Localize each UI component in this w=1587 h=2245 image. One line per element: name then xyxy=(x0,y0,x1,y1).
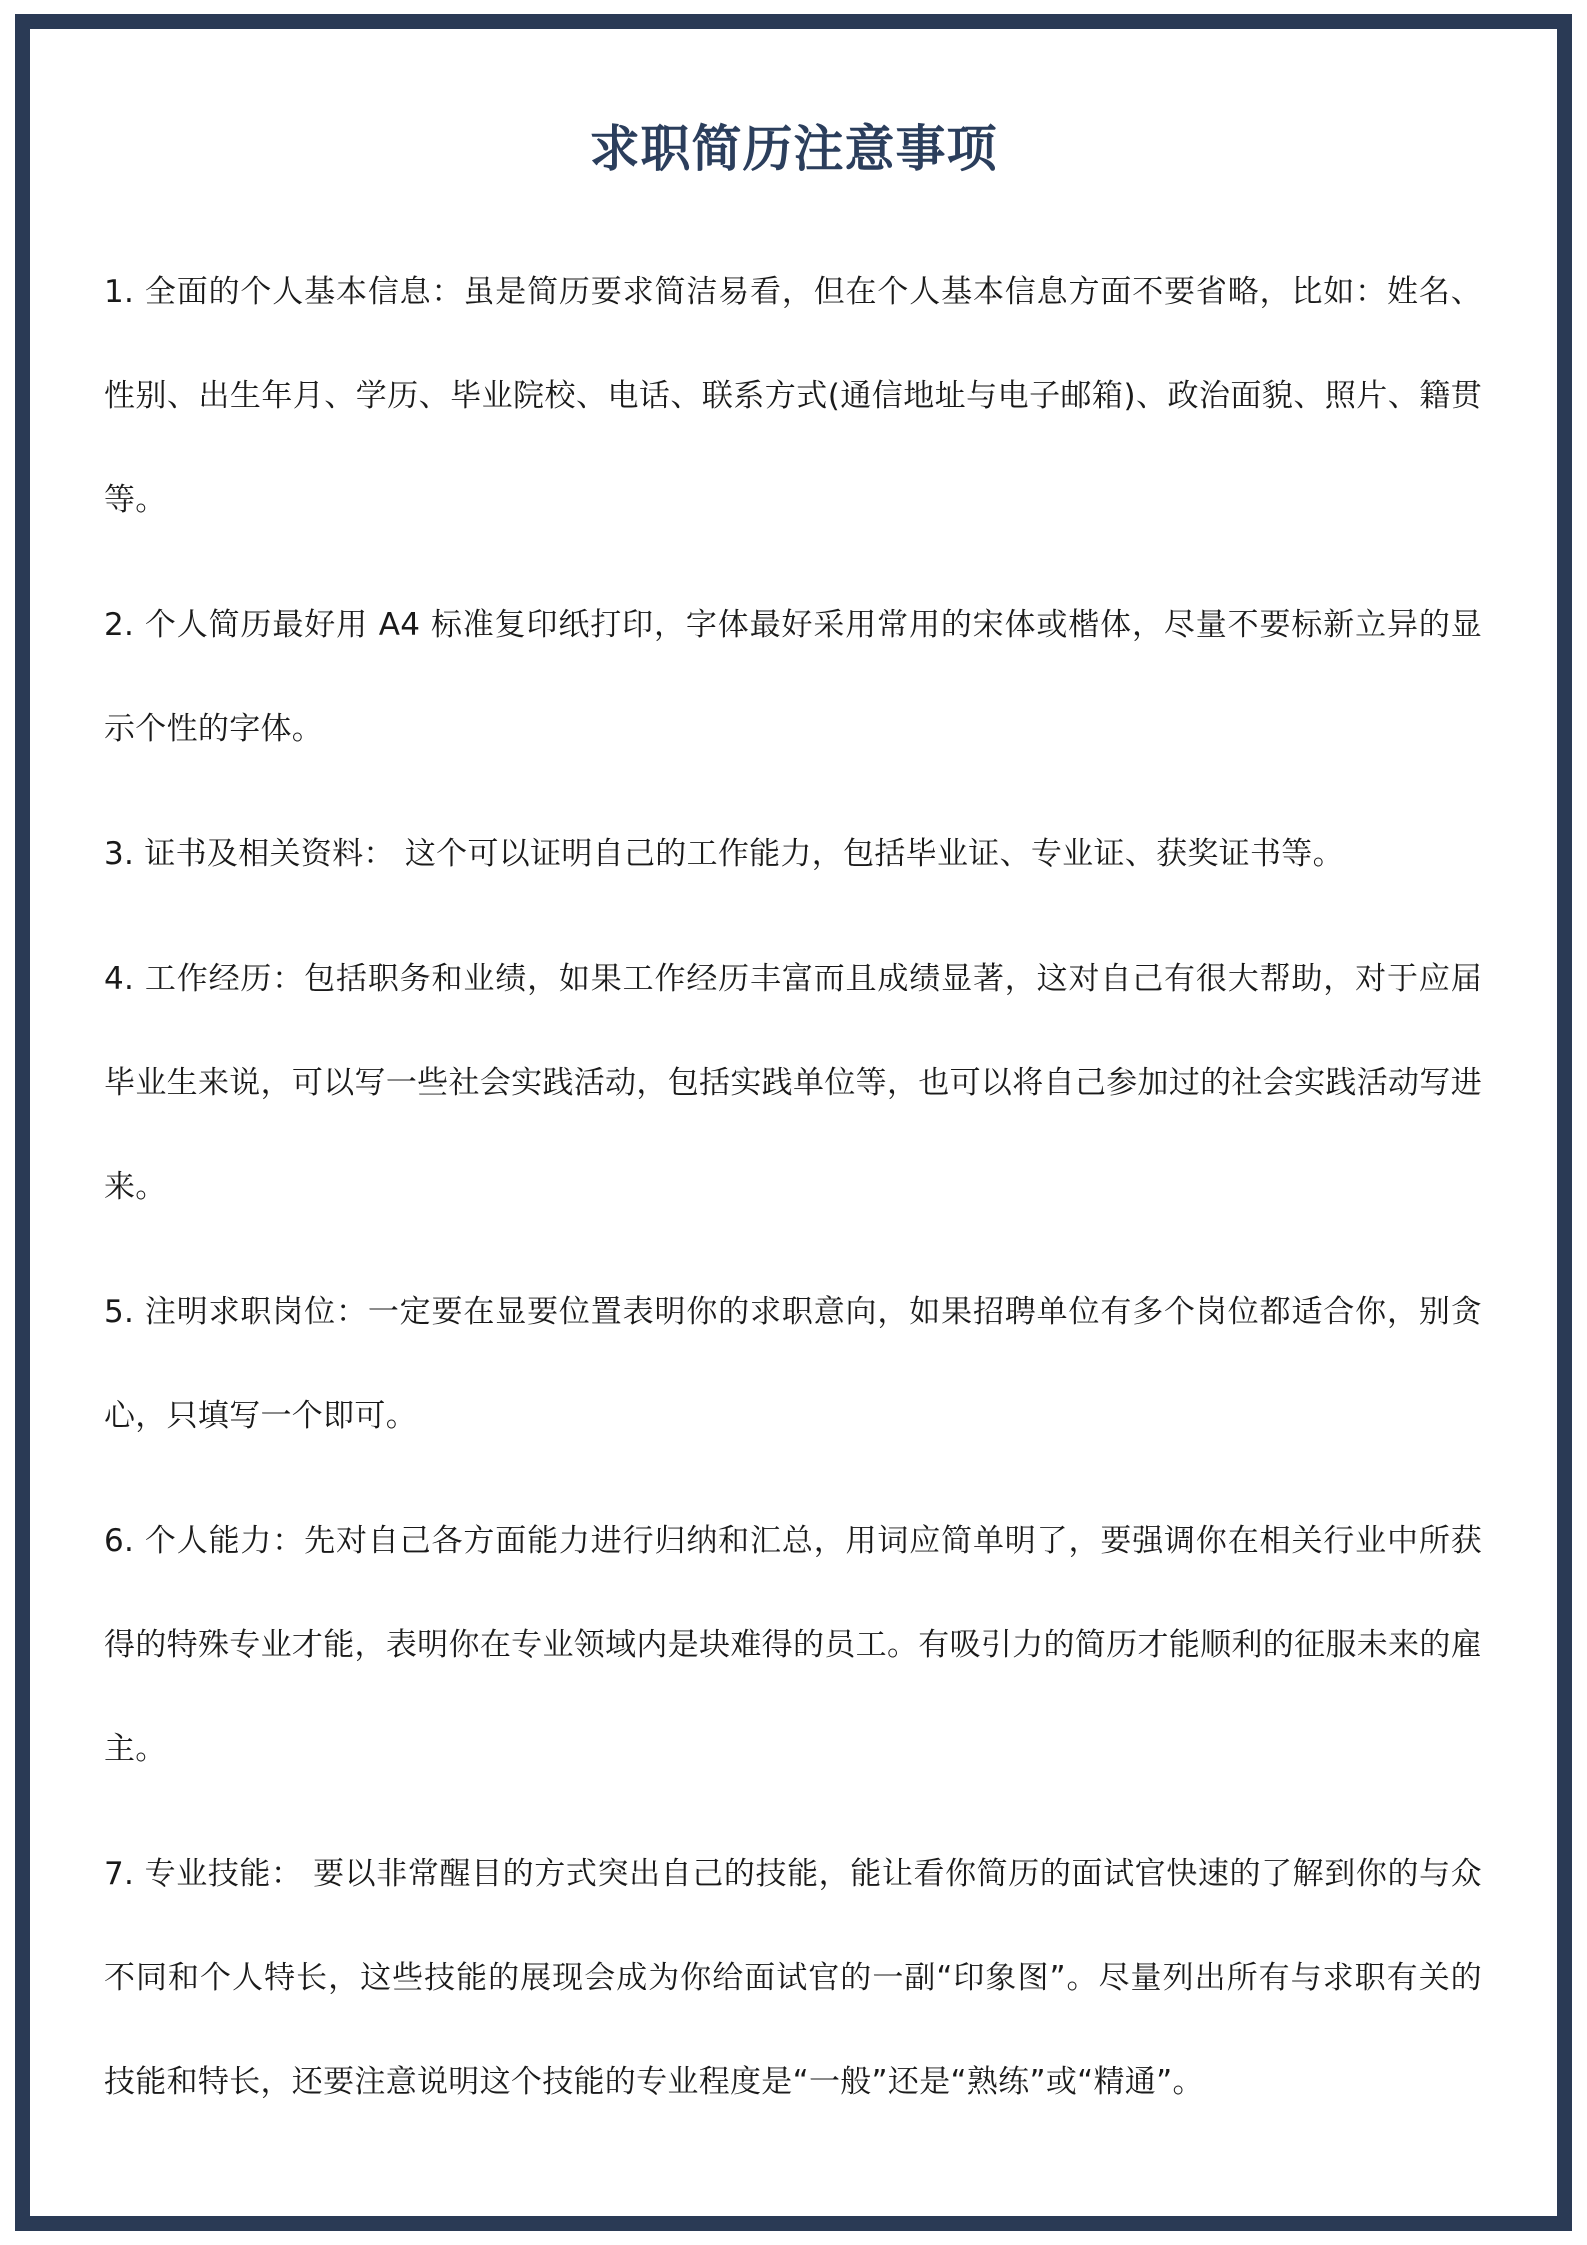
list-item-personal-ability: 6. 个人能力：先对自己各方面能力进行归纳和汇总，用词应简单明了，要强调你在相关行业中所获得的特殊专业才能，表明你在专业领域内是块难得的员工。有吸引力的简历才能顺利的征服未来的雇主。 xyxy=(104,1523,1482,1767)
document-body xyxy=(104,240,1482,2155)
list-item-professional-skills: 7. 专业技能： 要以非常醒目的方式突出自己的技能，能让看你简历的面试官快速的了解到你的与众不同和个人特长，这些技能的展现会成为你给面试官的一副“印象图”。尽量列出所有与求职有关的技能和特长，还要注意说明这个技能的专业程度是“一般”还是“熟练”或“精通”。 xyxy=(104,1856,1482,2100)
page-title: 求职简历注意事项 xyxy=(589,120,998,178)
list-item-personal-info: 1. 全面的个人基本信息：虽是简历要求简洁易看，但在个人基本信息方面不要省略，比如：姓名、性别、出生年月、学历、毕业院校、电话、联系方式(通信地址与电子邮箱)、政治面貌、照片、籍贯等。 xyxy=(104,274,1482,518)
list-item-work-experience: 4. 工作经历：包括职务和业绩，如果工作经历丰富而且成绩显著，这对自己有很大帮助，对于应届毕业生来说，可以写一些社会实践活动，包括实践单位等，也可以将自己参加过的社会实践活动写进来。 xyxy=(104,961,1482,1205)
list-item-job-position: 5. 注明求职岗位：一定要在显要位置表明你的求职意向，如果招聘单位有多个岗位都适合你，别贪心，只填写一个即可。 xyxy=(104,1294,1482,1434)
list-item-paper-font: 2. 个人简历最好用 A4 标准复印纸打印，字体最好采用常用的宋体或楷体，尽量不要标新立异的显示个性的字体。 xyxy=(104,607,1482,747)
list-item-certificates: 3. 证书及相关资料： 这个可以证明自己的工作能力，包括毕业证、专业证、获奖证书等。 xyxy=(104,836,1344,872)
